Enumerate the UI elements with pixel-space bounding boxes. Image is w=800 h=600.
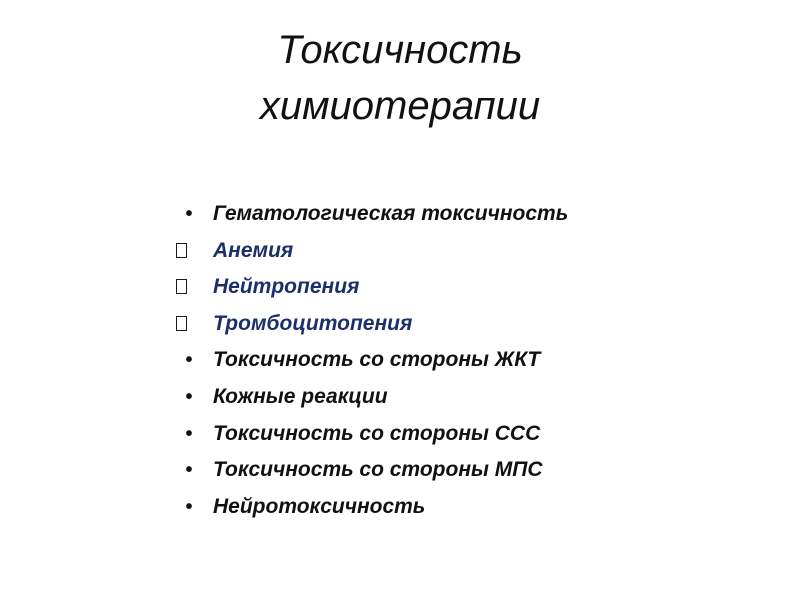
- slide-title: [0, 22, 800, 134]
- list-item-text: Нейтропения: [213, 275, 360, 299]
- bullet-icon: •: [185, 203, 193, 225]
- list-item-text: Тромбоцитопения: [213, 311, 413, 335]
- list-item-text: Токсичность со стороны ЖКТ: [213, 348, 541, 372]
- list-item-text: Кожные реакции: [213, 384, 388, 408]
- missing-glyph-box-icon: [176, 279, 187, 294]
- missing-glyph-box-icon: [176, 316, 187, 331]
- list-item-text: Нейротоксичность: [213, 494, 426, 518]
- title-line-1: Токсичность: [277, 28, 523, 72]
- list-item-text: Токсичность со стороны МПС: [213, 458, 543, 482]
- list-item-text: Токсичность со стороны ССС: [213, 421, 541, 445]
- missing-glyph-box-icon: [176, 243, 187, 258]
- bullet-icon: •: [185, 385, 193, 408]
- bullet-icon: •: [185, 349, 193, 372]
- bullet-icon: •: [185, 422, 193, 445]
- bullet-icon: •: [185, 495, 193, 518]
- bullet-icon: •: [185, 459, 193, 482]
- list-item-text: Гематологическая токсичность: [213, 202, 569, 225]
- title-line-2: химиотерапии: [259, 84, 541, 128]
- list-item-text: Анемия: [213, 238, 294, 262]
